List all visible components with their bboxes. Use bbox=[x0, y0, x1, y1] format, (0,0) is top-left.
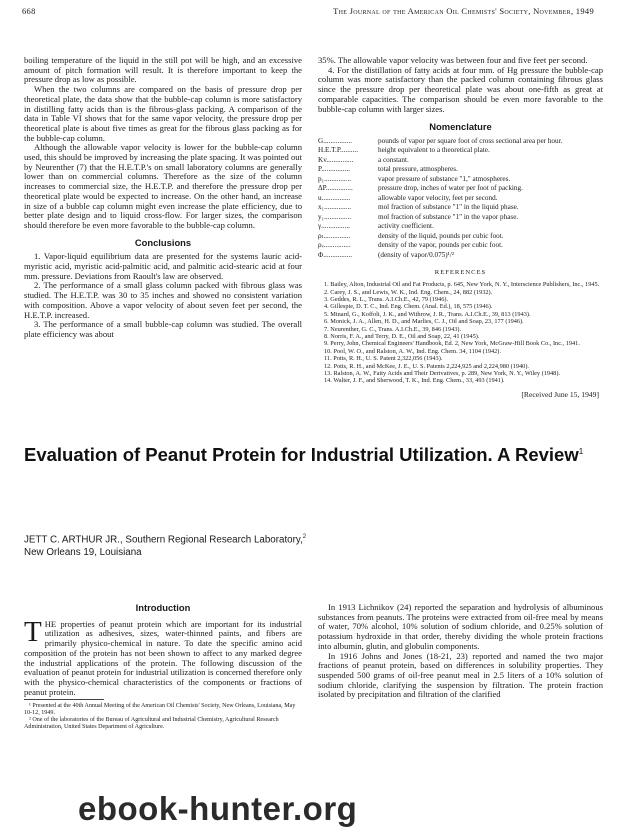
author-footnote-marker: 2 bbox=[302, 534, 307, 540]
nomenclature-definition: activity coefficient. bbox=[378, 222, 434, 231]
nomenclature-symbol: H.E.T.P.......... bbox=[318, 146, 358, 155]
paragraph: 35%. The allowable vapor velocity was between four and five feet per second. bbox=[318, 55, 588, 65]
article-title-text: Evaluation of Peanut Protein for Industrial Utilization. A Review bbox=[24, 444, 579, 466]
reference-item: 4. Gillespie, D. T. C., Ind. Eng. Chem. (Anal. Ed.), 18, 575 (1946). bbox=[324, 303, 493, 311]
nomenclature-definition: vapor pressure of substance "1," atmospheres. bbox=[378, 174, 511, 183]
paragraph: When the two columns are compared on the basis of pressure drop per theoretical plate, the data show that the bubble-cap column is more satisfactory in distilling fatty acids than is the fibrous-glass packing. A comparison of the data in Table VI shows that for the same vapor velocity, the pressure drop per theoretical plate is about five times as great for the fibrous glass packing as for the bubble-cap column. bbox=[24, 84, 302, 143]
watermark: ebook-hunter.org bbox=[78, 790, 358, 827]
nomenclature-row bbox=[318, 213, 603, 223]
nomenclature-definition: height equivalent to a theoretical plate. bbox=[378, 146, 490, 155]
nomenclature-row bbox=[318, 251, 603, 261]
nomenclature-symbol: y₁............... bbox=[318, 212, 352, 221]
reference-item: 3. Geddes, R. L., Trans. A.I.Ch.E., 42, 79 (1946). bbox=[324, 295, 449, 303]
reference-item: 13. Ralston, A. W., Fatty Acids and Their Derivatives, p. 289, New York, N. Y., Wiley (1948). bbox=[324, 370, 560, 377]
running-header bbox=[22, 6, 594, 20]
nomenclature-list bbox=[318, 137, 603, 261]
nomenclature-row bbox=[318, 194, 603, 204]
reference-item: 5. Minard, G., Koffolt, J. K., and Withrow, J. R., Trans. A.I.Ch.E., 39, 813 (1943). bbox=[324, 310, 531, 318]
journal-title: The Journal of the American Oil Chemists' Society, November, 1949 bbox=[333, 6, 594, 16]
introduction-heading: Introduction bbox=[135, 602, 191, 613]
nomenclature-definition: a constant. bbox=[378, 155, 409, 164]
right-column bbox=[318, 56, 603, 400]
nomenclature-symbol: P................ bbox=[318, 165, 350, 174]
left-column bbox=[24, 56, 302, 340]
nomenclature-symbol: ρₗ............... bbox=[318, 231, 351, 240]
paragraph: Although the allowable vapor velocity is lower for the bubble-cap column used, this should be improved by increasing the plate spacing. It was pointed out by Neurenther (7) that the H.E.T.P.'s on small laboratory columns are generally lower than on commercial columns. Therefore as the size of the column increases to commercial size, the H.E.T.P. and therefore the pressure drop per theoretical plate would be expected to increase. On the other hand, an increase in size of a bubble cap column might even increase the plate efficiency, due to better plate design and to liquid cross-flow. For larger sizes, the comparison should therefore be even more favorable to the bubble-cap column. bbox=[24, 142, 302, 230]
conclusion-item: 3. The performance of a small bubble-cap column was studied. The overall plate efficiency was about bbox=[24, 319, 302, 339]
references-list bbox=[318, 281, 603, 385]
nomenclature-definition: pounds of vapor per square foot of cross sectional area per hour. bbox=[378, 136, 563, 145]
nomenclature-row bbox=[318, 241, 603, 251]
nomenclature-symbol: G................ bbox=[318, 136, 352, 145]
reference-item: 12. Potts, R. H., and McKee, J. E., U. S. Patents 2,224,925 and 2,224,980 (1940). bbox=[324, 362, 529, 370]
paragraph: boiling temperature of the liquid in the still pot will be high, and an excessive amount of pitch formation will result. It is therefore important to keep the pressure drop as low as possible. bbox=[24, 55, 302, 85]
nomenclature-symbol: p₁............... bbox=[318, 174, 352, 183]
article-right-column bbox=[318, 603, 603, 700]
nomenclature-definition: total pressure, atmospheres. bbox=[378, 165, 458, 174]
reference-item: 10. Pool, W. O., and Ralston, A. W., Ind. Eng. Chem. 34, 1104 (1942). bbox=[324, 347, 501, 355]
nomenclature-symbol: x₁............... bbox=[318, 203, 352, 212]
reference-item: 7. Neurenther, G. C., Trans. A.I.Ch.E., 39, 846 (1943). bbox=[324, 325, 462, 333]
nomenclature-definition: mol fraction of substance "1" in the liquid phase. bbox=[378, 203, 519, 212]
nomenclature-definition: mol fraction of substance "1" in the vapor phase. bbox=[378, 212, 519, 221]
reference-item: 9. Perry, John, Chemical Engineers' Handbook, Ed. 2, New York, McGraw-Hill Book Co., Inc., 1941. bbox=[324, 340, 580, 348]
paragraph: In 1916 Johns and Jones (18-21, 23) reported and named the two major fractions of peanut protein, based on differences in solubility properties. They suspended 500 grams of oil-free peanut meal in 2.5 liters of a 10% solution of sodium chloride, clarifying the suspension by filtration. The protein fraction isolated by precipitation and filtration of the clarified bbox=[318, 650, 603, 700]
nomenclature-row bbox=[318, 137, 603, 147]
nomenclature-row bbox=[318, 184, 603, 194]
intro-paragraph bbox=[24, 615, 302, 698]
reference-item: 11. Potts, R. H., U. S. Patent 2,322,056 (1943). bbox=[324, 355, 443, 363]
conclusions-heading: Conclusions bbox=[134, 236, 192, 248]
intro-text: HE properties of peanut protein which are important for its industrial utilization as adhesives, sizes, water-thinned paints, and fibers are primarily physico-chemical in nature. To date the specific amino acid composition of the protein has not been shown to affect to any marked degree the industrial applications of the protein. The following discussion of the evaluation of peanut protein for industrial utilization is concerned therefore only with the physico-chemical characteristics of the components or fractions of peanut protein. bbox=[24, 618, 302, 697]
author-location: New Orleans 19, Louisiana bbox=[24, 547, 142, 559]
article-title bbox=[24, 440, 584, 466]
nomenclature-heading: Nomenclature bbox=[429, 121, 492, 133]
nomenclature-symbol: ρᵥ............... bbox=[318, 241, 351, 250]
nomenclature-row bbox=[318, 165, 603, 175]
drop-cap: T bbox=[24, 615, 42, 648]
footnotes bbox=[24, 703, 302, 731]
nomenclature-symbol: ΔP............... bbox=[318, 184, 353, 193]
nomenclature-row bbox=[318, 156, 603, 166]
paragraph: 4. For the distillation of fatty acids at four mm. of Hg pressure the bubble-cap column was more satisfactory than the packed column containing fibrous glass since the pressure drop per theoretical plate was about one-fifth as great at comparable capacities. The comparison should be even more favorable to the bubble-cap column with larger sizes. bbox=[318, 64, 603, 114]
footnote: ¹ Presented at the 40th Annual Meeting of the American Oil Chemists' Society, New Orleans, Louisiana, May 10-12, 1949. bbox=[24, 703, 296, 717]
nomenclature-symbol: Φ................ bbox=[318, 250, 353, 259]
title-footnote-marker: 1 bbox=[578, 447, 584, 456]
conclusion-item: 1. Vapor-liquid equilibrium data are presented for the systems lauric acid-myristic acid, myristic acid-palmitic acid, and palmitic acid-stearic acid at four mm. pressure. Deviations from Raoult's law are observed. bbox=[24, 251, 302, 281]
nomenclature-definition: allowable vapor velocity, feet per second. bbox=[378, 193, 498, 202]
author-name: JETT C. ARTHUR JR., Southern Regional Research Laboratory, bbox=[24, 534, 303, 546]
nomenclature-symbol: γ................ bbox=[318, 222, 350, 231]
received-date: [Received June 15, 1949] bbox=[521, 389, 599, 399]
nomenclature-definition: density of the liquid, pounds per cubic foot. bbox=[378, 231, 504, 240]
byline bbox=[24, 531, 584, 559]
footnote: ² One of the laboratories of the Bureau of Agricultural and Industrial Chemistry, Agricultural Research Administration, United States Department of Agriculture. bbox=[24, 717, 279, 731]
nomenclature-symbol: u................ bbox=[318, 193, 351, 202]
nomenclature-row bbox=[318, 175, 603, 185]
reference-item: 6. Monick, J. A., Allen, H. D., and Marlies, C. J., Oil and Soap, 23, 177 (1946). bbox=[324, 318, 524, 326]
reference-item: 1. Bailey, Alton, Industrial Oil and Fat Products, p. 645, New York, N. Y., Interscience Publishers, Inc., 1945. bbox=[324, 281, 600, 289]
paragraph: In 1913 Lichnikov (24) reported the separation and hydrolysis of albuminous substances from peanuts. The proteins were extracted from oil-free meal by means of water, 70% alcohol, 10% solution of sodium chloride, and 0.25% solution of potassium hydroxide in that order, thereby dividing the whole protein fractions into albumin, glutin, and globulin components. bbox=[318, 602, 603, 651]
footnote-rule bbox=[24, 699, 104, 700]
page-number: 668 bbox=[22, 6, 36, 16]
nomenclature-symbol: Kv............... bbox=[318, 155, 354, 164]
reference-item: 2. Carey, J. S., and Lewis, W. K., Ind. Eng. Chem., 24, 882 (1932). bbox=[324, 288, 493, 296]
reference-item: 14. Walter, J. F., and Sherwood, T. K., Ind. Eng. Chem., 33, 493 (1941). bbox=[324, 377, 505, 385]
references-heading: REFERENCES bbox=[434, 269, 487, 277]
nomenclature-row bbox=[318, 222, 603, 232]
article-left-column bbox=[24, 603, 302, 731]
reference-item: 8. Norris, F. A., and Terry, D. E., Oil and Soap, 22, 41 (1945). bbox=[324, 332, 480, 340]
nomenclature-definition: density of the vapor, pounds per cubic foot. bbox=[378, 241, 503, 250]
nomenclature-row bbox=[318, 203, 603, 213]
nomenclature-row bbox=[318, 232, 603, 242]
nomenclature-definition: pressure drop, inches of water per foot of packing. bbox=[378, 184, 523, 193]
nomenclature-row bbox=[318, 146, 603, 156]
conclusion-item: 2. The performance of a small glass column packed with fibrous glass was studied. The H.E.T.P. was 30 to 35 inches and showed no consistent variation with composition. Above a vapor velocity of about seven feet per second, the H.E.T.P. increased. bbox=[24, 280, 302, 320]
nomenclature-definition: (density of vapor/0.075)¹/² bbox=[378, 250, 454, 259]
